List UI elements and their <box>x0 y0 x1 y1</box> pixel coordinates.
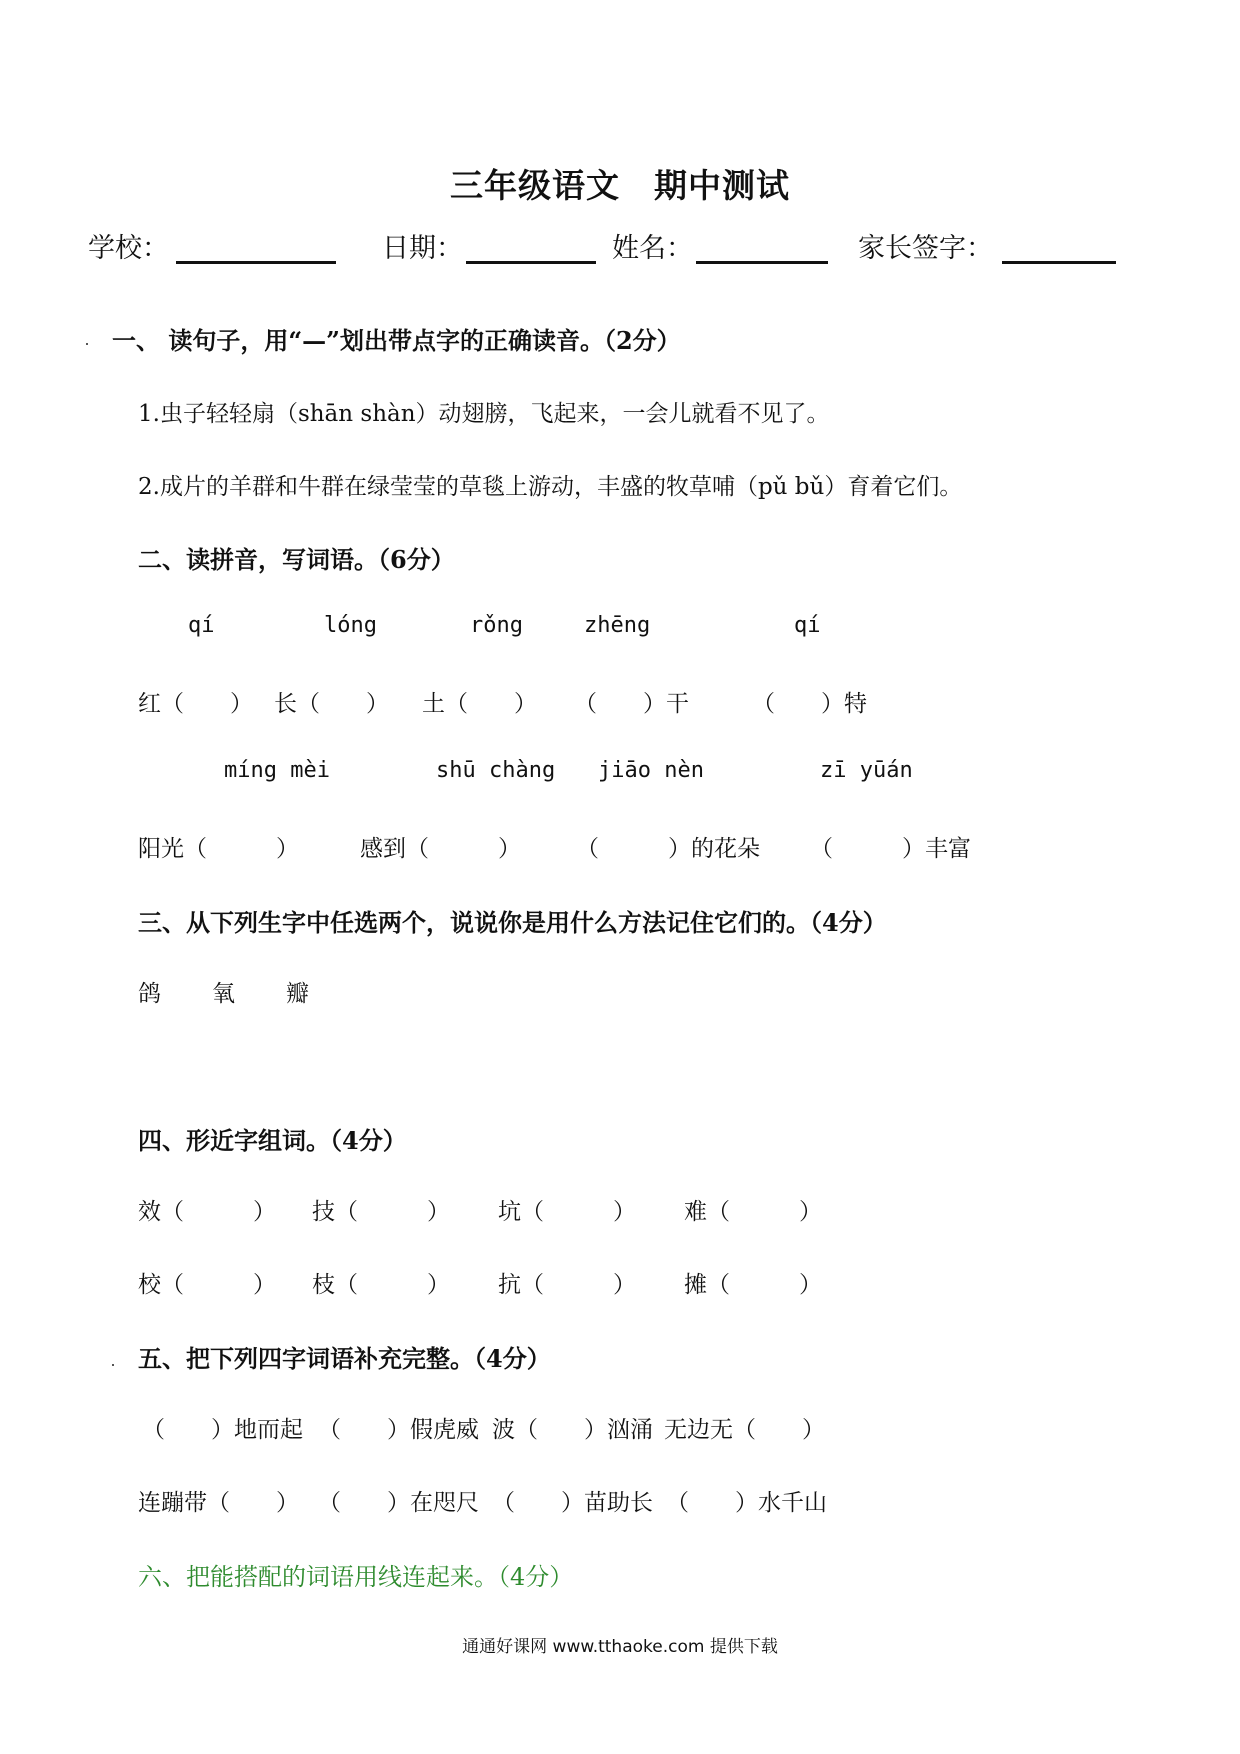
word-blank-item[interactable]: 难（ ） <box>684 1199 822 1225</box>
word-blank-item[interactable]: 阳光（ ） <box>138 836 299 862</box>
idiom-blank-item[interactable]: （ ）水千山 <box>666 1490 827 1516</box>
scan-dot <box>86 343 88 345</box>
word-blank-item[interactable]: 抗（ ） <box>498 1272 636 1298</box>
word-blank-item[interactable]: 长（ ） <box>274 691 389 717</box>
character-item: 氧 <box>212 981 235 1007</box>
section1-line1: 1.虫子轻轻扇（shān shàn）动翅膀，飞起来，一会儿就看不见了。 <box>138 401 830 427</box>
word-blank-item[interactable]: 效（ ） <box>138 1199 276 1225</box>
idiom-blank-item[interactable]: 连蹦带（ ） <box>138 1490 299 1516</box>
word-blank-item[interactable]: （ ）的花朵 <box>576 836 760 862</box>
word-blank-item[interactable]: 技（ ） <box>312 1199 450 1225</box>
word-blank-item[interactable]: 土（ ） <box>422 691 537 717</box>
date-label: 日期： <box>382 233 463 264</box>
footer-source: 通通好课网 www.tthaoke.com 提供下载 <box>462 1637 778 1657</box>
section6-heading: 六、把能搭配的词语用线连起来。（4分） <box>138 1563 574 1591</box>
idiom-blank-item[interactable]: （ ）地而起 <box>142 1417 303 1443</box>
idiom-blank-item[interactable]: 无边无（ ） <box>664 1417 825 1443</box>
idiom-blank-item[interactable]: （ ）假虎威 <box>318 1417 479 1443</box>
idiom-blank-item[interactable]: （ ）在咫尺 <box>318 1490 479 1516</box>
pinyin-item: rǒng <box>470 613 523 638</box>
word-blank-item[interactable]: 感到（ ） <box>360 836 521 862</box>
section2-heading: 二、读拼音，写词语。（6分） <box>138 545 455 574</box>
name-blank[interactable] <box>696 261 828 264</box>
idiom-blank-item[interactable]: 波（ ）汹涌 <box>492 1417 653 1443</box>
section1-heading: 一、 读句子，用“—”划出带点字的正确读音。（2分） <box>112 326 681 355</box>
school-blank[interactable] <box>176 261 336 264</box>
word-blank-item[interactable]: 红（ ） <box>138 691 253 717</box>
word-blank-item[interactable]: 坑（ ） <box>498 1199 636 1225</box>
pinyin-item: qí <box>188 613 215 638</box>
word-blank-item[interactable]: （ ）丰富 <box>810 836 971 862</box>
pinyin-item: míng mèi <box>224 758 330 783</box>
character-item: 瓣 <box>286 981 309 1007</box>
section3-heading: 三、从下列生字中任选两个，说说你是用什么方法记住它们的。（4分） <box>138 908 887 937</box>
date-blank[interactable] <box>466 261 596 264</box>
parent-signature-blank[interactable] <box>1002 261 1116 264</box>
word-blank-item[interactable]: 校（ ） <box>138 1272 276 1298</box>
name-label: 姓名： <box>612 233 693 264</box>
scan-dot <box>112 1364 114 1366</box>
pinyin-item: qí <box>794 613 821 638</box>
section1-line2: 2.成片的羊群和牛群在绿莹莹的草毯上游动，丰盛的牧草哺（pǔ bǔ）育着它们。 <box>138 474 963 500</box>
word-blank-item[interactable]: 摊（ ） <box>684 1272 822 1298</box>
pinyin-item: shū chàng <box>436 758 556 783</box>
idiom-blank-item[interactable]: （ ）苗助长 <box>492 1490 653 1516</box>
pinyin-item: zhēng <box>584 613 651 638</box>
page-title: 三年级语文 期中测试 <box>450 166 790 205</box>
section4-heading: 四、形近字组词。（4分） <box>138 1126 407 1155</box>
word-blank-item[interactable]: （ ）特 <box>752 691 867 717</box>
pinyin-item: zī yūán <box>820 758 913 783</box>
section5-heading: 五、把下列四字词语补充完整。（4分） <box>138 1344 551 1373</box>
parent-signature-label: 家长签字： <box>858 233 993 264</box>
pinyin-item: lóng <box>324 613 377 638</box>
school-label: 学校： <box>88 233 169 264</box>
word-blank-item[interactable]: 枝（ ） <box>312 1272 450 1298</box>
pinyin-item: jiāo nèn <box>598 758 704 783</box>
character-item: 鸽 <box>138 981 161 1007</box>
word-blank-item[interactable]: （ ）干 <box>574 691 689 717</box>
